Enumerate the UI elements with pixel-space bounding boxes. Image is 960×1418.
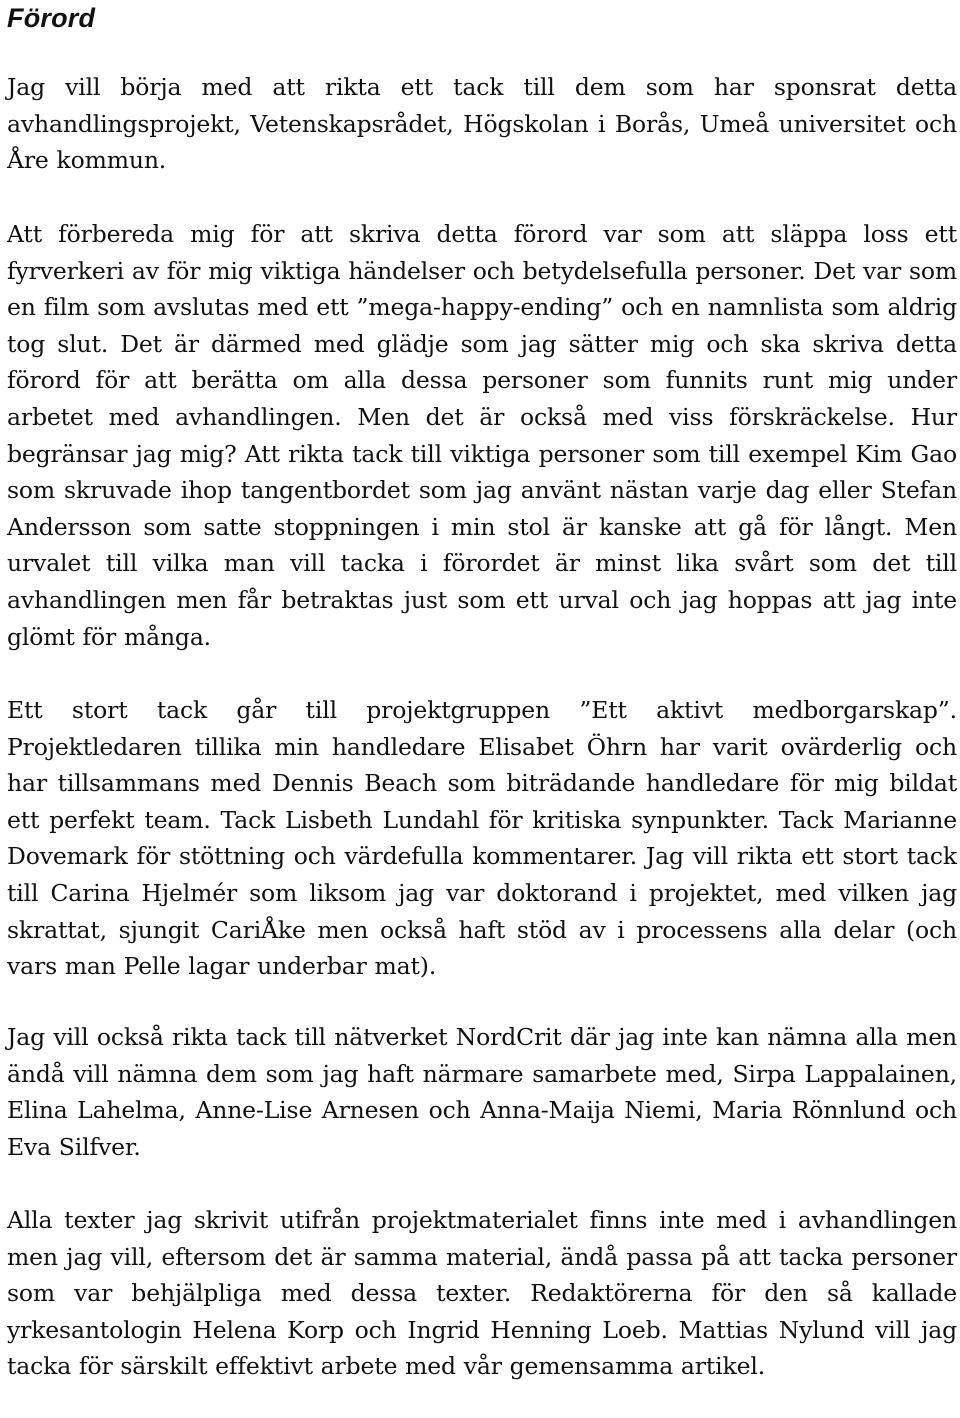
paragraph-nordcrit: Jag vill också rikta tack till nätverket NordCrit där jag inte kan nämna alla men ändå vill nämna dem som jag haft närmare samarbete med, Sirpa Lappalainen, Elina Lahelma, Anne-Lise Arnesen och Anna-Maija Niemi, Maria Rönnlund och Eva Silfver. xyxy=(7,1023,957,1161)
paragraph-sponsors: Jag vill börja med att rikta ett tack till dem som har sponsrat detta avhandlingsprojekt, Vetenskapsrådet, Högskolan i Borås, Umeå universitet och Åre kommun. xyxy=(7,73,957,175)
paragraph-preface-intro: Att förbereda mig för att skriva detta förord var som att släppa loss ett fyrverkeri av för mig viktiga händelser och betydelsefulla personer. Det var som en film som avslutas med ett ”mega-happy-ending” och en namnlista som aldrig tog slut. Det är därmed med glädje som jag sätter mig och ska skriva detta förord för att berätta om alla dessa personer som funnits runt mig under arbetet med avhandlingen. Men det är också med viss förskräckelse. Hur begränsar jag mig? Att rikta tack till viktiga personer som till exempel Kim Gao som skruvade ihop tangentbordet som jag använt nästan varje dag eller Stefan Andersson som satte stoppningen i min stol är kanske att gå för långt. Men urvalet till vilka man vill tacka i förordet är minst lika svårt som det till avhandlingen men får betraktas just som ett urval och jag hoppas att jag inte glömt för många. xyxy=(7,220,957,651)
page-title: Förord xyxy=(7,3,96,33)
paragraph-texts: Alla texter jag skrivit utifrån projektmaterialet finns inte med i avhandlingen men jag vill, eftersom det är samma material, ändå passa på att tacka personer som var behjälpliga med dessa texter. Redaktörerna för den så kallade yrkesantologin Helena Korp och Ingrid Henning Loeb. Mattias Nylund vill jag tacka för särskilt effektivt arbete med vår gemensamma artikel. xyxy=(7,1206,957,1381)
paragraph-project-group: Ett stort tack går till projektgruppen ”Ett aktivt medborgarskap”. Projektledaren tillika min handledare Elisabet Öhrn har varit ovärderlig och har tillsammans med Dennis Beach som biträdande handledare för mig bildat ett perfekt team. Tack Lisbeth Lundahl för kritiska synpunkter. Tack Marianne Dovemark för stöttning och värdefulla kommentarer. Jag vill rikta ett stort tack till Carina Hjelmér som liksom jag var doktorand i projektet, med vilken jag skrattat, sjungit CariÅke men också haft stöd av i processens alla delar (och vars man Pelle lagar underbar mat). xyxy=(7,696,957,981)
document-page xyxy=(7,0,957,1381)
